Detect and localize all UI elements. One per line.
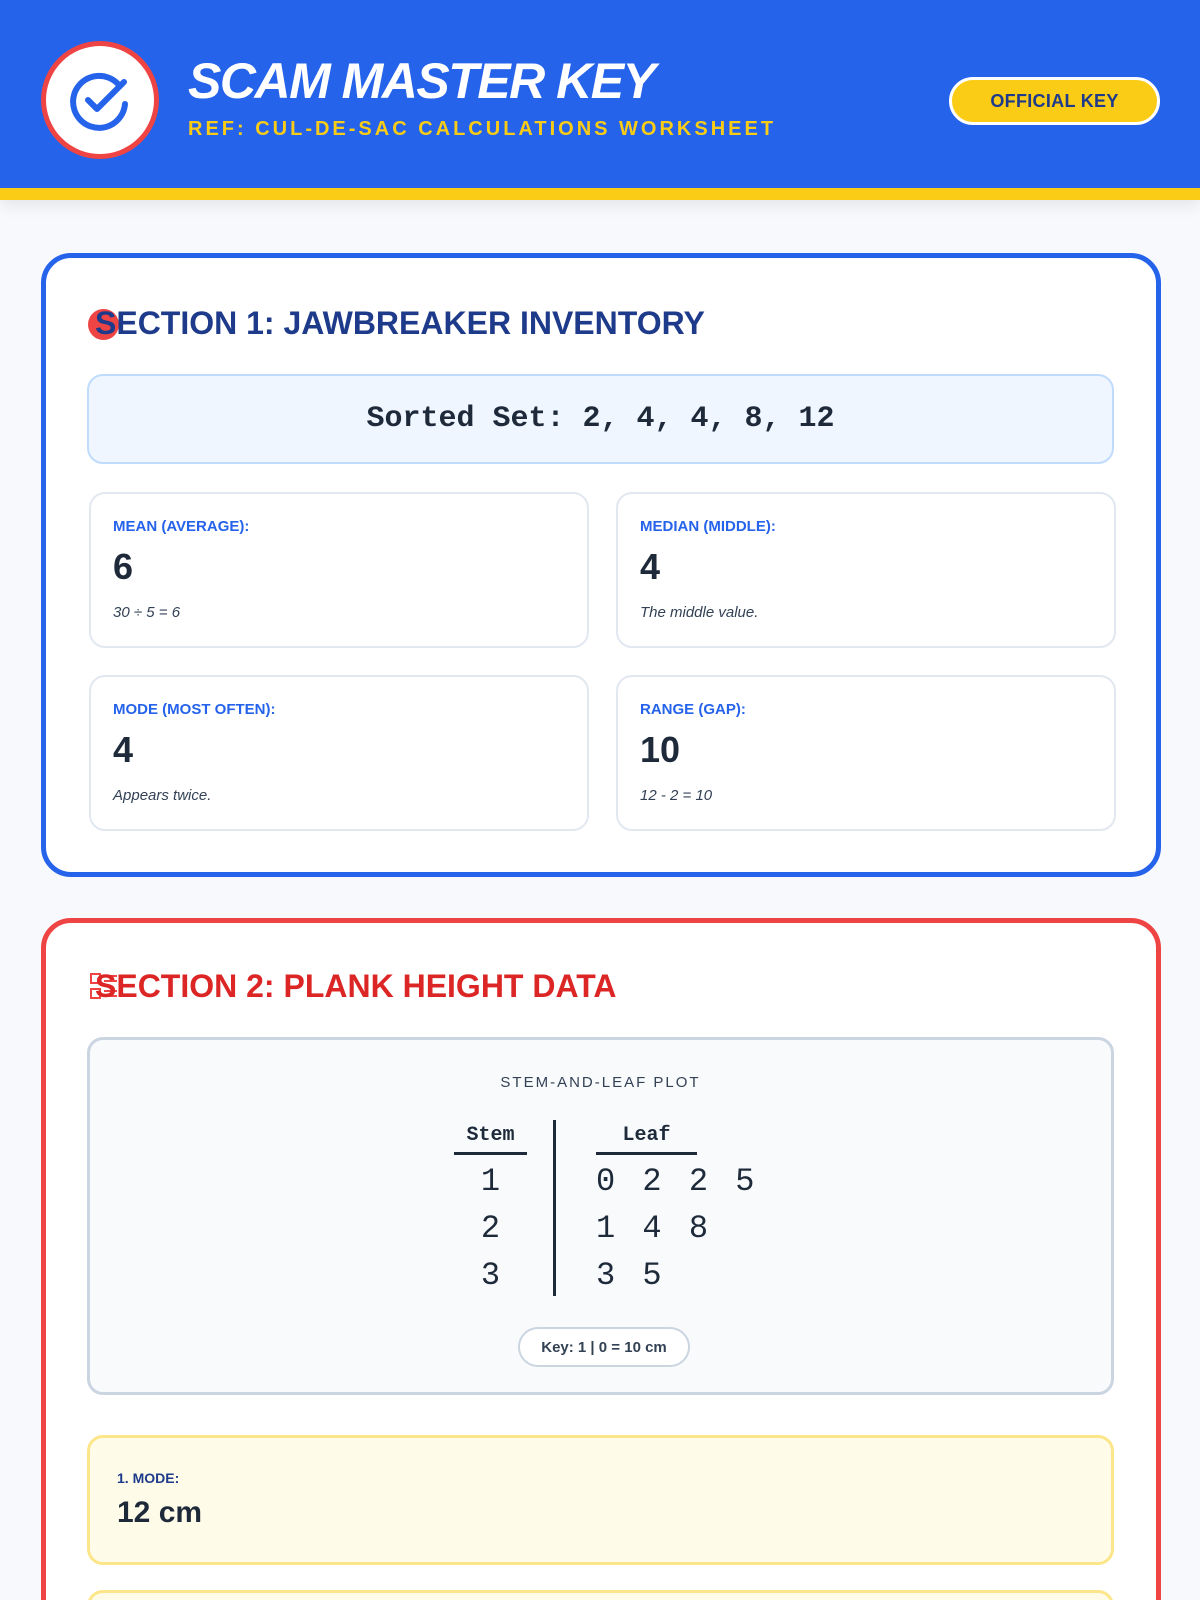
stem-and-leaf-plot — [87, 1037, 1114, 1395]
stem-leaf-divider — [553, 1120, 556, 1296]
stat-note: 30 ÷ 5 = 6 — [113, 604, 181, 621]
plot-title: STEM-AND-LEAF PLOT — [500, 1074, 701, 1091]
official-key-badge: OFFICIAL KEY — [949, 77, 1160, 125]
stat-note: Appears twice. — [113, 787, 212, 804]
stem-value: 3 — [480, 1257, 501, 1294]
stat-card-mean — [89, 492, 589, 648]
stat-note: 12 - 2 = 10 — [640, 787, 713, 804]
plot-key: Key: 1 | 0 = 10 cm — [518, 1327, 690, 1367]
stat-label: RANGE (GAP): — [640, 701, 746, 718]
page-header — [0, 0, 1200, 200]
stat-label: MODE (MOST OFTEN): — [113, 701, 276, 718]
logo — [41, 41, 159, 159]
leaf-header: Leaf — [596, 1124, 697, 1155]
stat-card-median — [616, 492, 1116, 648]
stat-value: 6 — [113, 546, 134, 587]
stat-card-mode — [89, 675, 589, 831]
section-1-title: SECTION 1: JAWBREAKER INVENTORY — [95, 305, 705, 341]
page-title: SCAM MASTER KEY — [188, 53, 655, 109]
stat-card-range — [616, 675, 1116, 831]
stat-note: The middle value. — [640, 604, 759, 621]
check-circle-icon — [68, 68, 132, 132]
sorted-set: Sorted Set: 2, 4, 4, 8, 12 — [87, 374, 1114, 464]
leaf-values: 3 5 — [596, 1257, 666, 1294]
stem-header: Stem — [454, 1124, 527, 1155]
stem-value: 1 — [480, 1163, 501, 1200]
stat-label: MEDIAN (MIDDLE): — [640, 518, 776, 535]
section-2-title: SECTION 2: PLANK HEIGHT DATA — [95, 968, 617, 1004]
worksheet-reference: REF: CUL-DE-SAC CALCULATIONS WORKSHEET — [188, 118, 777, 140]
answer-next — [87, 1590, 1114, 1600]
leaf-values: 1 4 8 — [596, 1210, 713, 1247]
stat-value: 4 — [113, 729, 134, 770]
stat-value: 4 — [640, 546, 661, 587]
stat-value: 10 — [640, 729, 681, 770]
answer-value: 12 cm — [117, 1496, 203, 1529]
stat-label: MEAN (AVERAGE): — [113, 518, 250, 535]
stem-value: 2 — [480, 1210, 501, 1247]
answer-label: 1. MODE: — [117, 1470, 180, 1486]
leaf-values: 0 2 2 5 — [596, 1163, 759, 1200]
answer-mode — [87, 1435, 1114, 1565]
